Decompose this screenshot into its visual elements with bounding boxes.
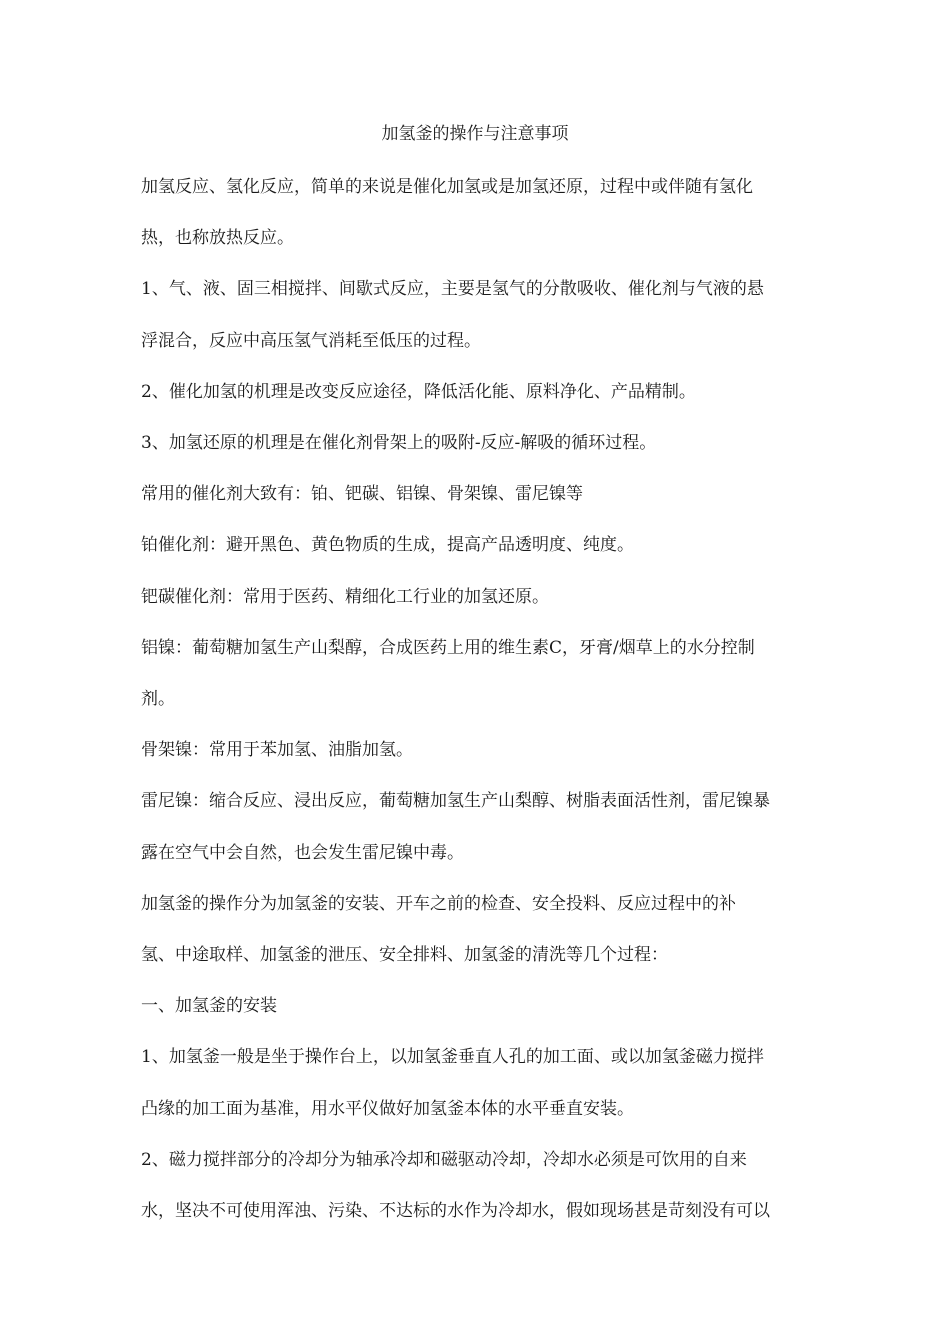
section-heading: 一、加氢釜的安装: [141, 996, 277, 1017]
text-line: 加氢反应、氢化反应，简单的来说是催化加氢或是加氢还原，过程中或伴随有氢化: [141, 177, 753, 197]
text-line: 热，也称放热反应。: [141, 228, 294, 249]
document-title: 加氢釜的操作与注意事项: [381, 124, 569, 144]
text-line: 雷尼镍：缩合反应、浸出反应，葡萄糖加氢生产山梨醇、树脂表面活性剂，雷尼镍暴: [141, 791, 770, 812]
text-line: 2、磁力搅拌部分的冷却分为轴承冷却和磁驱动冷却，冷却水必须是可饮用的自来: [141, 1149, 747, 1170]
text-line: 骨架镍：常用于苯加氢、油脂加氢。: [141, 740, 413, 761]
text-line: 1、气、液、固三相搅拌、间歇式反应，主要是氢气的分散吸收、催化剂与气液的悬: [141, 279, 764, 300]
text-line: 1、加氢釜一般是坐于操作台上，以加氢釜垂直人孔的加工面、或以加氢釜磁力搅拌: [141, 1047, 764, 1068]
text-line: 水，坚决不可使用浑浊、污染、不达标的水作为冷却水，假如现场甚是苛刻没有可以: [141, 1201, 770, 1222]
text-line: 钯碳催化剂：常用于医药、精细化工行业的加氢还原。: [141, 586, 549, 607]
text-line: 2、催化加氢的机理是改变反应途径，降低活化能、原料净化、产品精制。: [141, 381, 696, 402]
text-line: 浮混合，反应中高压氢气消耗至低压的过程。: [141, 330, 481, 351]
text-line: 凸缘的加工面为基准，用水平仪做好加氢釜本体的水平垂直安装。: [141, 1098, 634, 1119]
text-line: 3、加氢还原的机理是在催化剂骨架上的吸附-反应-解吸的循环过程。: [141, 433, 657, 454]
text-line: 氢、中途取样、加氢釜的泄压、安全排料、加氢釜的清洗等几个过程：: [141, 945, 668, 966]
document-body: [141, 162, 821, 1237]
text-line: 露在空气中会自然，也会发生雷尼镍中毒。: [141, 842, 464, 863]
text-line: 常用的催化剂大致有：铂、钯碳、铝镍、骨架镍、雷尼镍等: [141, 484, 583, 505]
text-line: 铝镍：葡萄糖加氢生产山梨醇，合成医药上用的维生素C，牙膏/烟草上的水分控制: [141, 637, 755, 658]
text-line: 剂。: [141, 689, 175, 710]
text-line: 加氢釜的操作分为加氢釜的安装、开车之前的检查、安全投料、反应过程中的补: [141, 893, 736, 914]
text-line: 铂催化剂：避开黑色、黄色物质的生成，提高产品透明度、纯度。: [141, 535, 634, 556]
